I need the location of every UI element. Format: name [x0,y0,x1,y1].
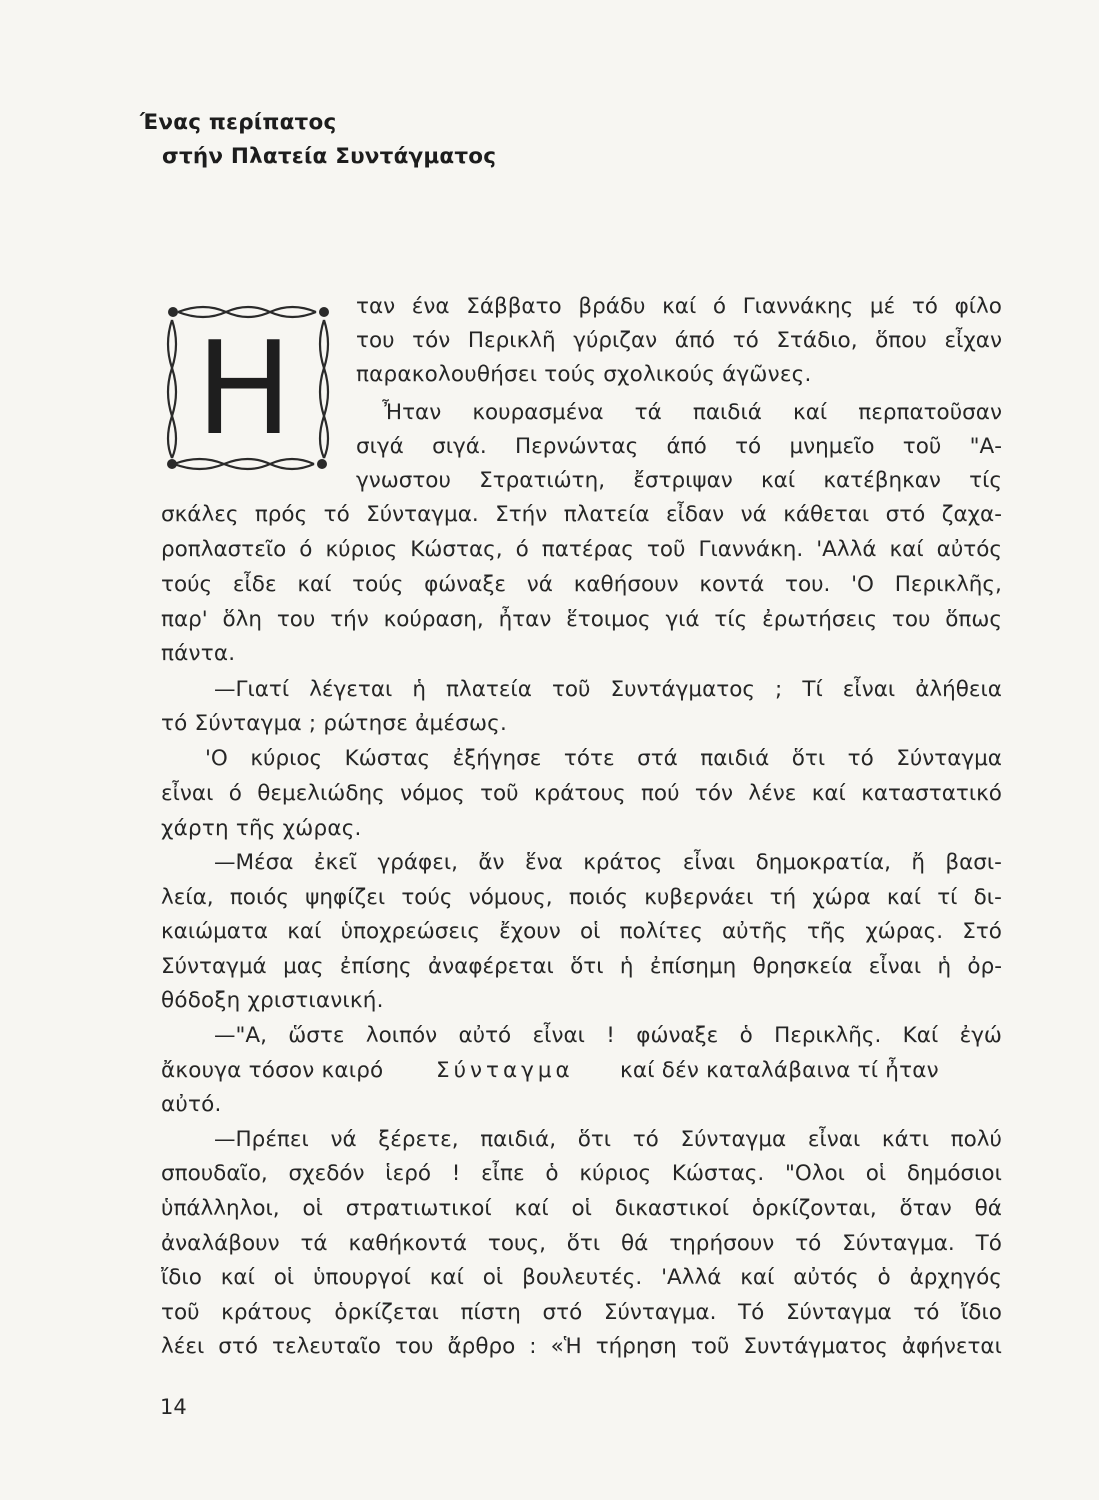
text-line: αὐτό. [161,1092,222,1117]
text-line: —Πρέπει νά ξέρετε, παιδιά, ὅτι τό Σύνταγμα εἶναι κάτι πολύ [214,1127,1002,1152]
text-line: Σύνταγμά μας ἐπίσης ἀναφέρεται ὅτι ἡ ἐπίσημη θρησκεία εἶναι ἡ ὀρ- [161,954,1002,979]
text-line: σπουδαῖο, σχεδόν ἱερό ! εἶπε ὁ κύριος Κώστας. "Ολοι οἱ δημόσιοι [161,1161,1002,1186]
text-line: του τόν Περικλῆ γύριζαν άπό τό Στάδιο, ὅπου εἶχαν [356,328,1002,353]
text-line: πάντα. [161,641,236,666]
text-line: παρακολουθήσει τούς σχολικούς άγῶνες. [356,362,812,387]
drop-cap-letter: Η [195,315,293,464]
text-line: παρ' ὅλη του τήν κούραση, ἦταν ἕτοιμος γιά τίς ἐρωτήσεις του ὅπως [161,607,1002,632]
emphasized-word: Σύνταγμα [436,1058,574,1083]
text-line: σκάλες πρός τό Σύνταγμα. Στήν πλατεία εἶδαν νά κάθεται στό ζαχα- [161,502,1002,527]
text-line: ὑπάλληλοι, οἱ στρατιωτικοί καί οἱ δικαστικοί ὁρκίζονται, ὅταν θά [161,1196,1002,1221]
text-line: λέει στό τελευταῖο του ἄρθρο : «Ἡ τήρηση τοῦ Συντάγματος ἀφήνεται [161,1334,1002,1359]
text-line: —"Α, ὥστε λοιπόν αὐτό εἶναι ! φώναξε ὁ Περικλῆς. Καί ἐγώ [214,1023,1002,1048]
text-line: γνωστου Στρατιώτη, ἔστριψαν καί κατέβηκαν τίς [356,468,1002,493]
text-line: τοῦ κράτους ὁρκίζεται πίστη στό Σύνταγμα. Τό Σύνταγμα τό ἴδιο [161,1300,1002,1325]
text-line: χάρτη τῆς χώρας. [161,816,362,841]
text-line: ἴδιο καί οἱ ὑπουργοί καί οἱ βουλευτές. 'Αλλά καί αὐτός ὁ ἀρχηγός [161,1265,1002,1290]
text-line: καιώματα καί ὑποχρεώσεις ἔχουν οἱ πολίτες αὐτῆς τῆς χώρας. Στό [161,919,1002,944]
text-line: ἀναλάβουν τά καθήκοντά τους, ὅτι θά τηρήσουν τό Σύνταγμα. Τό [161,1231,1002,1256]
chapter-title-line-2: στήν Πλατεία Συντάγματος [162,144,497,169]
chapter-title [140,106,496,174]
chapter-title-line-1: Ένας περίπατος [140,110,337,135]
text-line: ροπλαστεῖο ό κύριος Κώστας, ό πατέρας τοῦ Γιαννάκη. 'Αλλά καί αὐτός [161,537,1002,562]
text-line: καί δέν καταλάβαινα τί ἦταν [620,1058,939,1083]
text-line: ἄκουγα τόσον καιρό [161,1058,384,1083]
ornamental-drop-cap [164,300,338,476]
text-line: σιγά σιγά. Περνώντας άπό τό μνημεῖο τοῦ "Α- [356,434,1002,459]
text-line: Ἦταν κουρασμένα τά παιδιά καί περπατοῦσαν [382,400,1002,425]
text-line: —Γιατί λέγεται ἡ πλατεία τοῦ Συντάγματος ; Τί εἶναι ἀλήθεια [214,677,1002,702]
text-line: —Μέσα ἐκεῖ γράφει, ἄν ἕνα κράτος εἶναι δημοκρατία, ἤ βασι- [214,850,1002,875]
text-line: τό Σύνταγμα ; ρώτησε ἀμέσως. [161,711,508,736]
text-line: εἶναι ό θεμελιώδης νόμος τοῦ κράτους πού τόν λένε καί καταστατικό [161,781,1002,806]
page-number: 14 [160,1395,187,1419]
text-line: λεία, ποιός ψηφίζει τούς νόμους, ποιός κυβερνάει τή χώρα καί τί δι- [161,885,1002,910]
text-line: τούς εἶδε καί τούς φώναξε νά καθήσουν κοντά του. 'Ο Περικλῆς, [161,572,1002,597]
text-line: 'Ο κύριος Κώστας ἐξήγησε τότε στά παιδιά ὅτι τό Σύνταγμα [205,746,1002,771]
text-line: ταν ένα Σάββατο βράδυ καί ό Γιαννάκης μέ τό φίλο [356,294,1002,319]
text-line: θόδοξη χριστιανική. [161,988,384,1013]
